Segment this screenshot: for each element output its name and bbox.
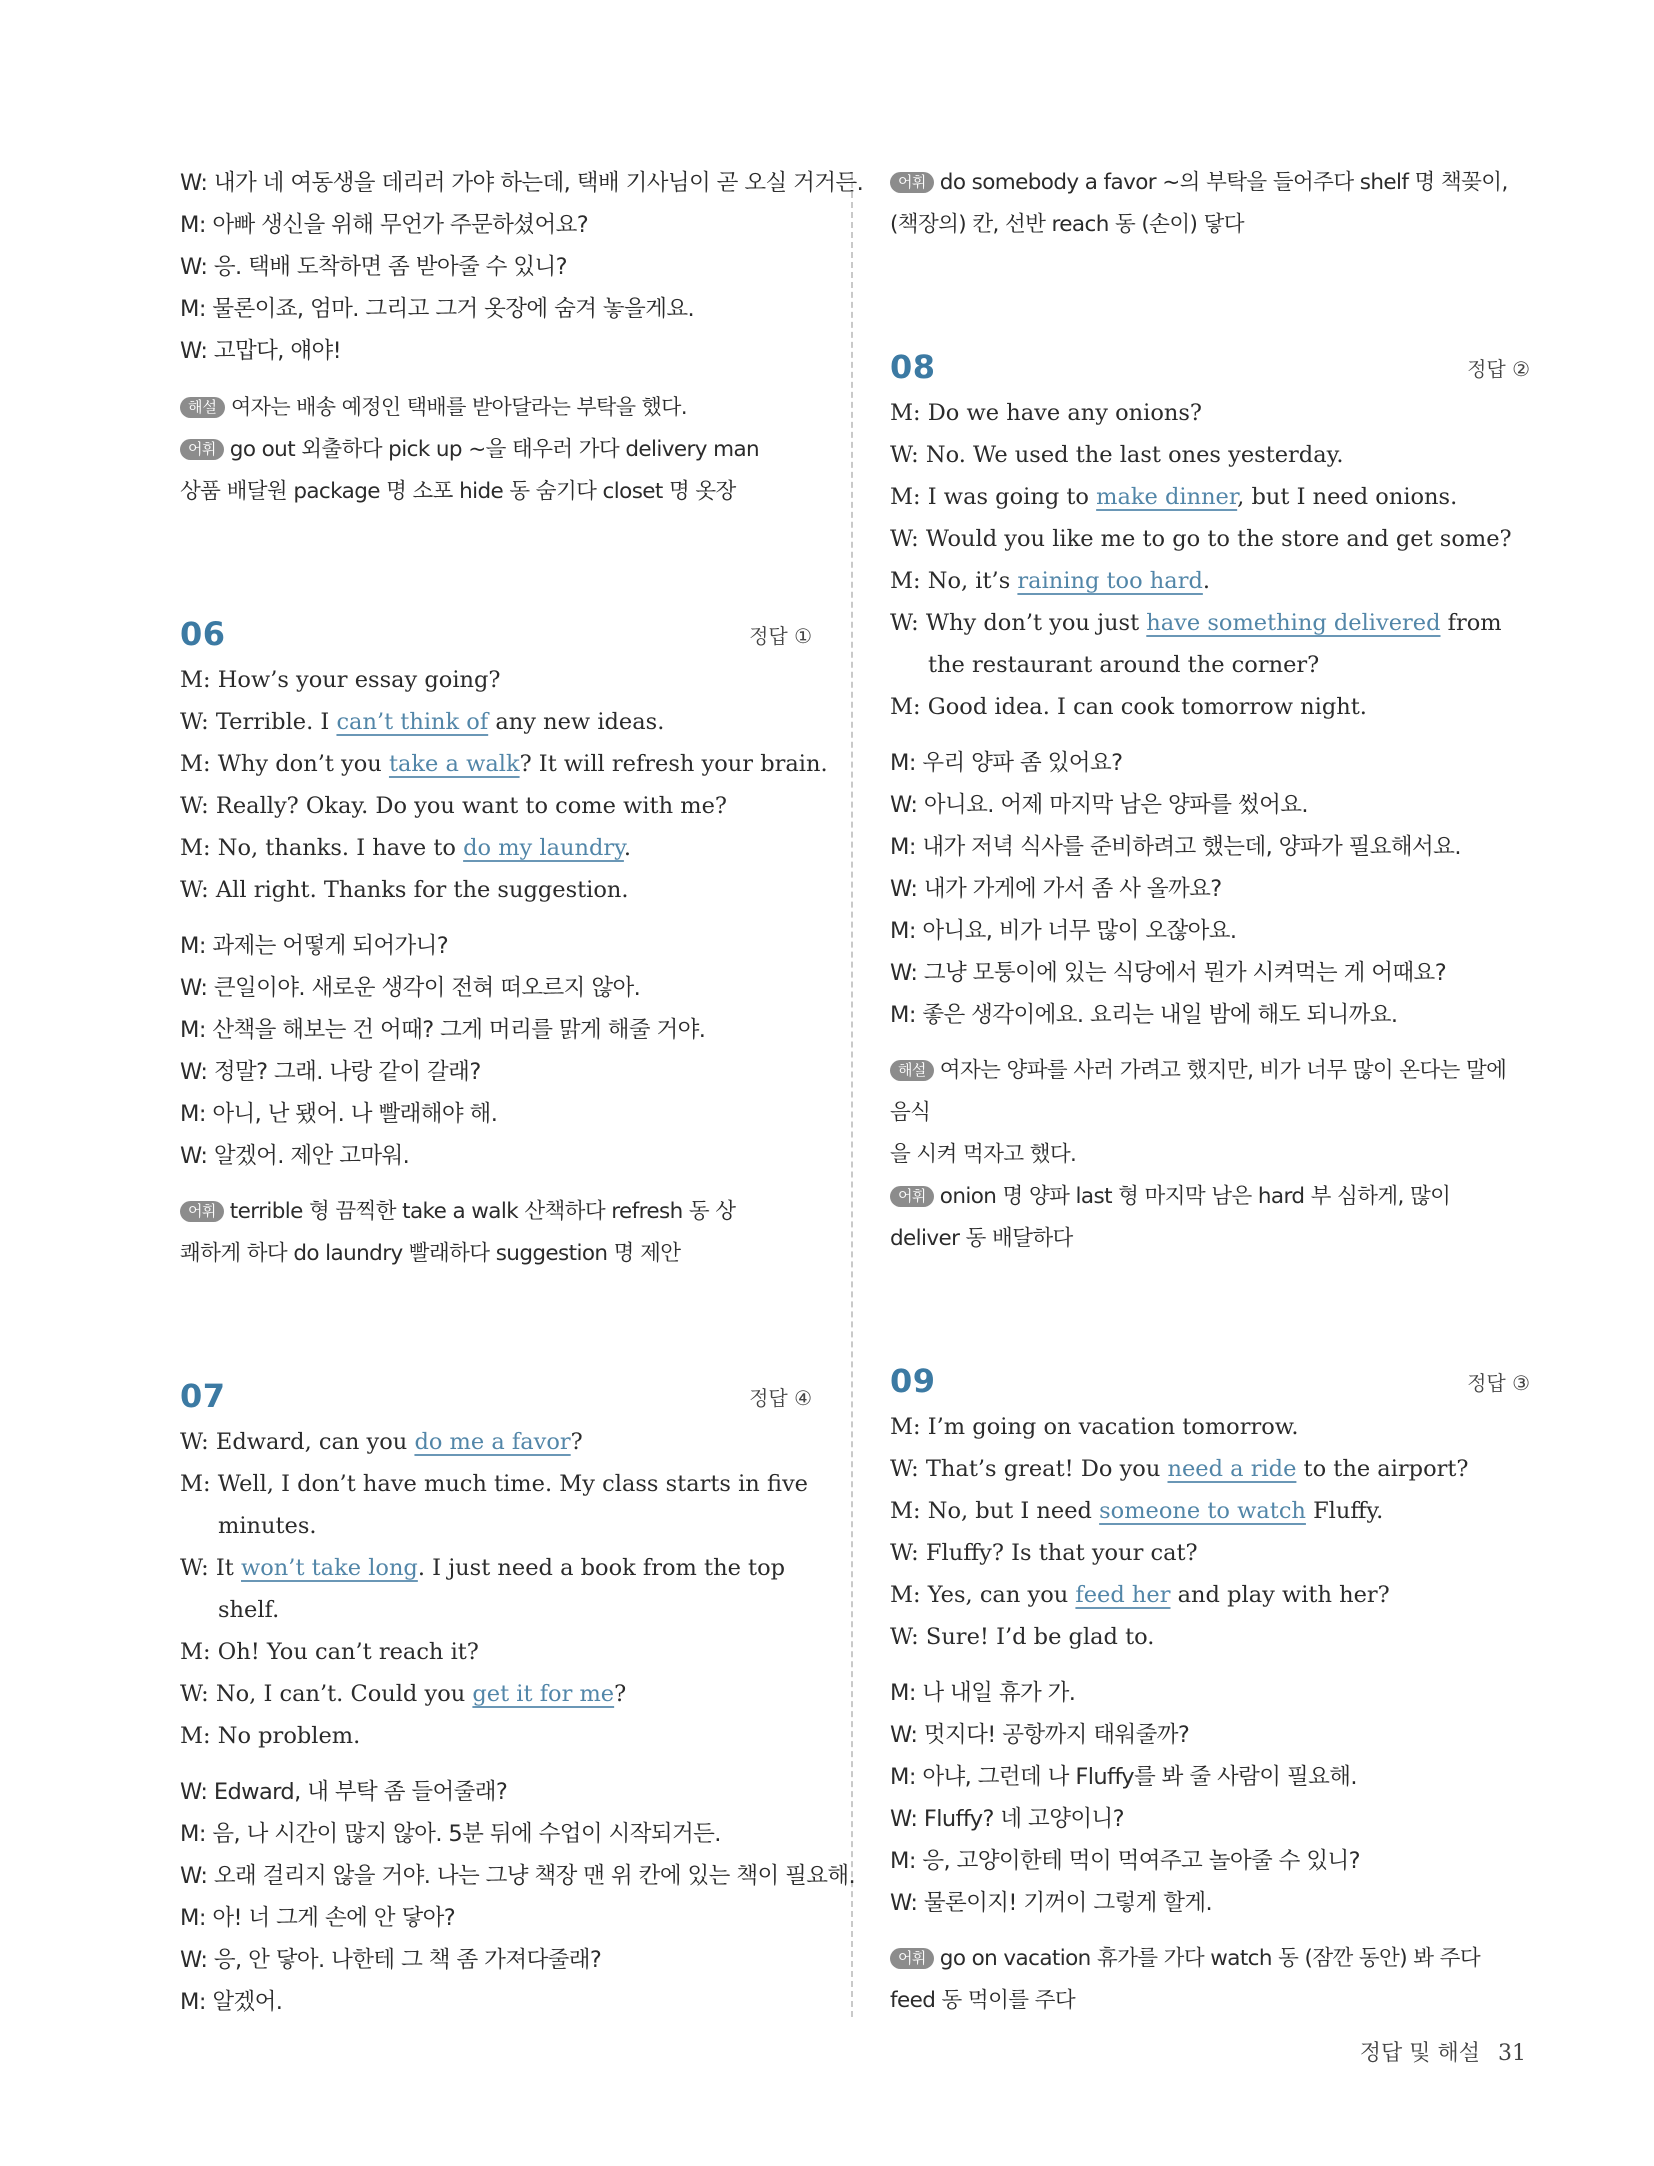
blank-answer: have something delivered [1146, 610, 1441, 636]
dialog-line: M: 물론이죠, 엄마. 그리고 그거 옷장에 숨겨 놓을게요. [180, 296, 695, 322]
dialog-text: M: No, but I need [890, 1498, 1100, 1524]
dialog-text: M: Do we have any onions? [890, 400, 1202, 426]
dialog-line: W: 알겠어. 제안 고마워. [180, 1143, 410, 1169]
blank-answer: make dinner [1096, 484, 1238, 510]
vocabulary-badge: 어휘 [180, 1201, 224, 1222]
dialog-text: Fluffy. [1305, 1498, 1384, 1524]
q07-vocabulary [890, 162, 1530, 246]
dialog-text: , but I need onions. [1237, 484, 1458, 510]
dialog-text: M: Yes, can you [890, 1582, 1076, 1608]
q08-explanation [890, 1050, 1530, 1176]
vocabulary-badge: 어휘 [180, 439, 224, 460]
q06-dialog-english [180, 659, 828, 911]
dialog-line: W: 그냥 모퉁이에 있는 식당에서 뭔가 시켜먹는 게 어때요? [890, 960, 1447, 986]
dialog-text: . I just need a book from the top [417, 1555, 786, 1581]
dialog-line [180, 785, 812, 827]
dialog-line [890, 686, 1530, 728]
dialog-line: M: 내가 저녁 식사를 준비하려고 했는데, 양파가 필요해서요. [890, 834, 1461, 860]
note-text: deliver 동 배달하다 [890, 1226, 1073, 1251]
note-line [180, 1233, 812, 1275]
blank-answer: take a walk [388, 751, 520, 777]
dialog-text: W: No. We used the last ones yesterday. [890, 442, 1344, 468]
dialog-text: W: No, I can’t. Could you [180, 1681, 473, 1707]
dialog-line: W: 물론이지! 기꺼이 그렇게 할게. [890, 1890, 1213, 1916]
q05-vocabulary [180, 429, 812, 513]
q07-header [180, 1361, 812, 1421]
dialog-line: M: 아냐, 그런데 나 Fluffy를 봐 줄 사람이 필요해. [890, 1764, 1357, 1790]
note-line [890, 1938, 1530, 1980]
note-line [890, 1218, 1530, 1260]
q09-vocabulary [890, 1938, 1530, 2022]
q09-dialog-korean [890, 1672, 1530, 1924]
dialog-line: W: 내가 가게에 가서 좀 사 올까요? [890, 876, 1222, 902]
dialog-line [890, 518, 1530, 560]
q07-dialog-korean [180, 1771, 856, 2023]
dialog-line [890, 602, 1530, 644]
dialog-line: M: 좋은 생각이에요. 요리는 내일 밤에 해도 되니까요. [890, 1002, 1398, 1028]
dialog-text: M: No, it’s [890, 568, 1018, 594]
dialog-text: M: I was going to [890, 484, 1097, 510]
dialog-text: W: Terrible. I [180, 709, 337, 735]
q07-dialog-english [180, 1421, 812, 1757]
dialog-text: minutes. [218, 1513, 317, 1539]
dialog-line [180, 701, 812, 743]
question-number: 09 [890, 1362, 936, 1400]
note-text: 여자는 양파를 사러 가려고 했지만, 비가 너무 많이 온다는 말에 음식 [890, 1058, 1507, 1125]
dialog-line: W: 아니요. 어제 마지막 남은 양파를 썼어요. [890, 792, 1308, 818]
dialog-text: the restaurant around the corner? [928, 652, 1320, 678]
dialog-text: ? [614, 1681, 627, 1707]
q09-header [890, 1346, 1530, 1406]
blank-answer: do my laundry [463, 835, 624, 861]
dialog-text: W: That’s great! Do you [890, 1456, 1168, 1482]
note-text: do somebody a favor ~의 부탁을 들어주다 shelf 명 책꽂이, [939, 170, 1508, 195]
dialog-line [890, 1448, 1530, 1490]
answer-label: 정답 ④ [749, 1386, 812, 1410]
note-text: go on vacation 휴가를 가다 watch 동 (잠깐 동안) 봐 주다 [939, 1946, 1480, 1971]
dialog-line [180, 1505, 812, 1547]
blank-answer: raining too hard [1017, 568, 1203, 594]
dialog-text: ? [570, 1429, 583, 1455]
dialog-text: M: Well, I don’t have much time. My class starts in five [180, 1471, 808, 1497]
dialog-line: W: 고맙다, 얘야! [180, 338, 342, 364]
dialog-text: M: Oh! You can’t reach it? [180, 1639, 479, 1665]
page-footer [1360, 2036, 1526, 2067]
dialog-text: W: Would you like me to go to the store and get some? [890, 526, 1512, 552]
note-text: feed 동 먹이를 주다 [890, 1988, 1075, 2013]
dialog-text: . [1202, 568, 1211, 594]
q06-vocabulary [180, 1191, 812, 1275]
dialog-line [180, 827, 812, 869]
dialog-line [180, 1421, 812, 1463]
q06-dialog-korean [180, 925, 812, 1177]
dialog-line [890, 560, 1530, 602]
dialog-line: W: Fluffy? 네 고양이니? [890, 1806, 1124, 1832]
column-divider [851, 172, 853, 2017]
dialog-line [890, 1532, 1530, 1574]
blank-answer: do me a favor [414, 1429, 571, 1455]
note-line [890, 204, 1530, 246]
explanation-badge: 해설 [890, 1060, 934, 1081]
dialog-line: W: 오래 걸리지 않을 거야. 나는 그냥 책장 맨 위 칸에 있는 책이 필요해. [180, 1863, 856, 1889]
dialog-text: M: Good idea. I can cook tomorrow night. [890, 694, 1367, 720]
page-number: 31 [1498, 2041, 1526, 2066]
dialog-text: M: I’m going on vacation tomorrow. [890, 1414, 1299, 1440]
dialog-text: M: How’s your essay going? [180, 667, 501, 693]
footer-label: 정답 및 해설 [1359, 2041, 1480, 2066]
dialog-text: shelf. [218, 1597, 280, 1623]
q09-dialog-english [890, 1406, 1530, 1658]
dialog-line: M: 아빠 생신을 위해 무언가 주문하셨어요? [180, 212, 589, 238]
question-number: 06 [180, 615, 226, 653]
explanation-badge: 해설 [180, 397, 225, 418]
dialog-text: W: Edward, can you [180, 1429, 415, 1455]
dialog-text: ? It will refresh your brain. [519, 751, 828, 777]
dialog-line: W: 응. 택배 도착하면 좀 받아줄 수 있니? [180, 254, 567, 280]
answer-label: 정답 ② [1467, 357, 1530, 381]
dialog-line [180, 659, 812, 701]
dialog-text: and play with her? [1170, 1582, 1390, 1608]
dialog-line [180, 1463, 812, 1505]
dialog-line: W: 큰일이야. 새로운 생각이 전혀 떠오르지 않아. [180, 975, 641, 1001]
dialog-line: W: 내가 네 여동생을 데리러 가야 하는데, 택배 기사님이 곧 오실 거거든. [180, 170, 864, 196]
note-line [180, 429, 812, 471]
dialog-line [180, 1673, 812, 1715]
note-text: 상품 배달원 package 명 소포 hide 동 숨기다 closet 명 옷장 [180, 479, 736, 504]
dialog-text: W: Really? Okay. Do you want to come with me? [180, 793, 727, 819]
dialog-text: W: Fluffy? Is that your cat? [890, 1540, 1198, 1566]
dialog-line: W: 응, 안 닿아. 나한테 그 책 좀 가져다줄래? [180, 1947, 602, 1973]
note-line [180, 471, 812, 513]
note-text: go out 외출하다 pick up ~을 태우러 가다 delivery man [229, 437, 760, 462]
dialog-line: W: Edward, 내 부탁 좀 들어줄래? [180, 1779, 508, 1805]
vocabulary-badge: 어휘 [890, 1186, 934, 1207]
dialog-text: M: Why don’t you [180, 751, 389, 777]
dialog-text: W: Why don’t you just [890, 610, 1147, 636]
note-text: terrible 형 끔찍한 take a walk 산책하다 refresh 동 상 [229, 1199, 736, 1224]
question-number: 07 [180, 1377, 226, 1415]
note-text: 쾌하게 하다 do laundry 빨래하다 suggestion 명 제안 [180, 1241, 681, 1266]
q08-dialog-english [890, 392, 1530, 728]
dialog-line: M: 아! 너 그게 손에 안 닿아? [180, 1905, 456, 1931]
blank-answer: someone to watch [1099, 1498, 1306, 1524]
dialog-text: . [623, 835, 632, 861]
dialog-line: M: 과제는 어떻게 되어가니? [180, 933, 449, 959]
dialog-line: W: 멋지다! 공항까지 태워줄까? [890, 1722, 1190, 1748]
note-line [890, 1134, 1530, 1176]
dialog-line: M: 음, 나 시간이 많지 않아. 5분 뒤에 수업이 시작되거든. [180, 1821, 721, 1847]
blank-answer: won’t take long [241, 1555, 418, 1581]
dialog-text: M: No problem. [180, 1723, 361, 1749]
dialog-line [890, 434, 1530, 476]
left-column [180, 162, 864, 2023]
q08-dialog-korean [890, 742, 1530, 1036]
question-number: 08 [890, 348, 936, 386]
dialog-line [180, 1547, 812, 1589]
dialog-line: W: 정말? 그래. 나랑 같이 갈래? [180, 1059, 481, 1085]
dialog-text: M: No, thanks. I have to [180, 835, 464, 861]
note-text: 을 시켜 먹자고 했다. [890, 1142, 1077, 1167]
dialog-line [180, 1631, 812, 1673]
q08-vocabulary [890, 1176, 1530, 1260]
dialog-line [890, 392, 1530, 434]
dialog-line [890, 1574, 1530, 1616]
dialog-line: M: 산책을 해보는 건 어때? 그게 머리를 맑게 해줄 거야. [180, 1017, 706, 1043]
note-line [890, 1050, 1530, 1134]
right-column [890, 162, 1530, 2022]
dialog-line [180, 1589, 812, 1631]
dialog-line: M: 나 내일 휴가 가. [890, 1680, 1076, 1706]
blank-answer: get it for me [472, 1681, 615, 1707]
blank-answer: can’t think of [336, 709, 489, 735]
q05-dialog-korean [180, 162, 864, 372]
dialog-line: M: 알겠어. [180, 1989, 283, 2015]
q08-header [890, 332, 1530, 392]
dialog-line [890, 1616, 1530, 1658]
q05-explanation: 해설 여자는 배송 예정인 택배를 받아달라는 부탁을 했다. [180, 386, 812, 429]
note-line [890, 162, 1530, 204]
dialog-text: from [1440, 610, 1502, 636]
note-line [890, 1176, 1530, 1218]
dialog-line [890, 1490, 1530, 1532]
dialog-line [890, 476, 1530, 518]
answer-label: 정답 ③ [1467, 1371, 1530, 1395]
blank-answer: feed her [1075, 1582, 1171, 1608]
dialog-line: M: 응, 고양이한테 먹이 먹여주고 놀아줄 수 있니? [890, 1848, 1360, 1874]
note-text: (책장의) 칸, 선반 reach 동 (손이) 닿다 [890, 212, 1244, 237]
q06-header [180, 599, 812, 659]
note-text: onion 명 양파 last 형 마지막 남은 hard 부 심하게, 많이 [939, 1184, 1451, 1209]
dialog-line: M: 우리 양파 좀 있어요? [890, 750, 1123, 776]
dialog-text: W: All right. Thanks for the suggestion. [180, 877, 629, 903]
note-line [180, 1191, 812, 1233]
dialog-line [890, 644, 1530, 686]
answer-label: 정답 ① [749, 624, 812, 648]
dialog-line [180, 869, 812, 911]
dialog-line [890, 1406, 1530, 1448]
dialog-text: W: Sure! I’d be glad to. [890, 1624, 1155, 1650]
vocabulary-badge: 어휘 [890, 172, 934, 193]
dialog-line: M: 아니, 난 됐어. 나 빨래해야 해. [180, 1101, 498, 1127]
blank-answer: need a ride [1167, 1456, 1297, 1482]
dialog-text: any new ideas. [488, 709, 665, 735]
dialog-line: M: 아니요, 비가 너무 많이 오잖아요. [890, 918, 1237, 944]
dialog-line [180, 743, 828, 785]
dialog-text: to the airport? [1296, 1456, 1469, 1482]
note-line [890, 1980, 1530, 2022]
dialog-text: W: It [180, 1555, 241, 1581]
vocabulary-badge: 어휘 [890, 1948, 934, 1969]
dialog-line [180, 1715, 812, 1757]
